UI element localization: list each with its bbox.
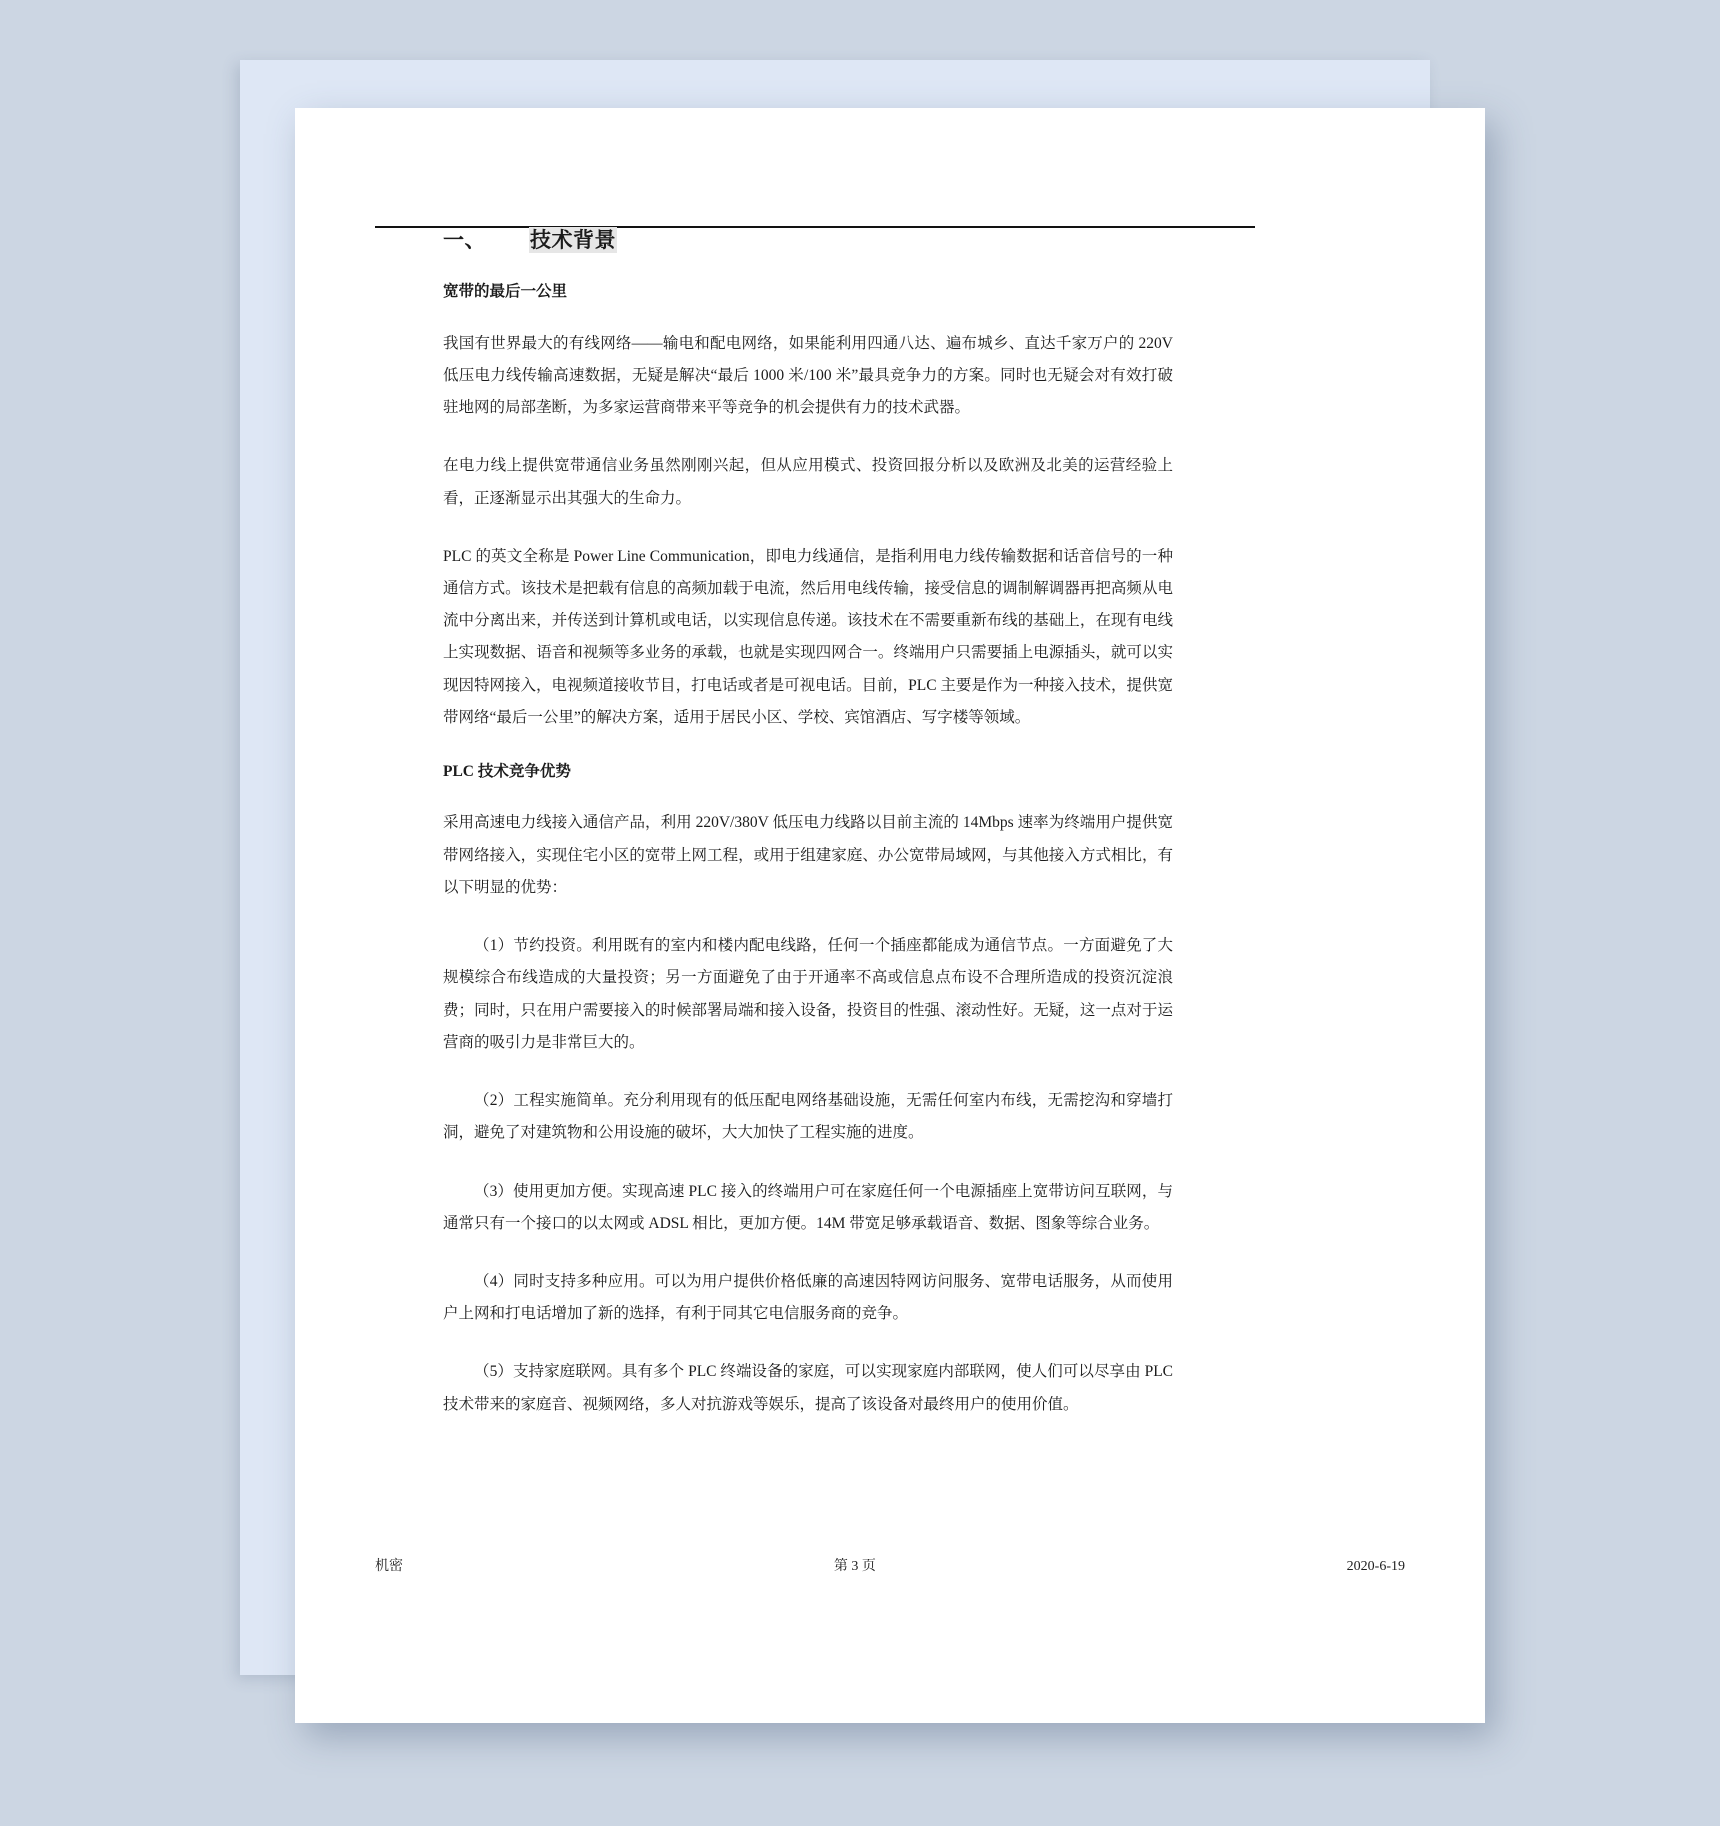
document-page[interactable]	[295, 108, 1485, 1723]
footer-date: 2020-6-19	[1346, 1559, 1405, 1574]
paragraph-4: 采用高速电力线接入通信产品，利用 220V/380V 低压电力线路以目前主流的 14Mbps 速率为终端用户提供宽带网络接入，实现住宅小区的宽带上网工程，或用于组建家庭、办公宽带局域网，与其他接入方式相比，有以下明显的优势：	[443, 814, 1173, 896]
advantage-item-3: （3）使用更加方便。实现高速 PLC 接入的终端用户可在家庭任何一个电源插座上宽带访问互联网，与通常只有一个接口的以太网或 ADSL 相比，更加方便。14M 带宽足够承载语音、数据、图象等综合业务。	[443, 1182, 1173, 1232]
document-body	[443, 226, 1173, 1447]
footer-page-number: 第 3 页	[833, 1559, 876, 1574]
page-title	[443, 226, 1173, 254]
subheading-broadband-last-mile: 宽带的最后一公里	[443, 283, 568, 301]
advantage-item-1: （1）节约投资。利用既有的室内和楼内配电线路，任何一个插座都能成为通信节点。一方面避免了大规模综合布线造成的大量投资；另一方面避免了由于开通率不高或信息点布设不合理所造成的投资沉淀浪费；同时，只在用户需要接入的时候部署局端和接入设备，投资目的性强、滚动性好。无疑，这一点对于运营商的吸引力是非常巨大的。	[443, 937, 1173, 1051]
paragraph-1: 我国有世界最大的有线网络——输电和配电网络，如果能利用四通八达、遍布城乡、直达千家万户的 220V 低压电力线传输高速数据，无疑是解决“最后 1000 米/100 米”最具竞争力的方案。同时也无疑会对有效打破驻地网的局部垄断，为多家运营商带来平等竞争的机会提供有力的技术武器。	[443, 334, 1173, 417]
advantage-item-2: （2）工程实施简单。充分利用现有的低压配电网络基础设施，无需任何室内布线，无需挖沟和穿墙打洞，避免了对建筑物和公用设施的破坏，大大加快了工程实施的进度。	[443, 1092, 1173, 1142]
paragraph-2: 在电力线上提供宽带通信业务虽然刚刚兴起，但从应用模式、投资回报分析以及欧洲及北美的运营经验上看，正逐渐显示出其强大的生命力。	[443, 457, 1173, 507]
page-footer	[375, 1555, 1405, 1575]
subheading-plc-advantages: PLC 技术竞争优势	[443, 763, 571, 781]
advantage-item-5: （5）支持家庭联网。具有多个 PLC 终端设备的家庭，可以实现家庭内部联网，使人们可以尽享由 PLC 技术带来的家庭音、视频网络，多人对抗游戏等娱乐，提高了该设备对最终用户的使用价值。	[443, 1363, 1173, 1413]
advantage-item-4: （4）同时支持多种应用。可以为用户提供价格低廉的高速因特网访问服务、宽带电话服务，从而使用户上网和打电话增加了新的选择，有利于同其它电信服务商的竞争。	[443, 1273, 1173, 1323]
paragraph-3: PLC 的英文全称是 Power Line Communication，即电力线通信，是指利用电力线传输数据和话音信号的一种通信方式。该技术是把载有信息的高频加载于电流，然后用电线传输，接受信息的调制解调器再把高频从电流中分离出来，并传送到计算机或电话，以实现信息传递。该技术在不需要重新布线的基础上，在现有电线上实现数据、语音和视频等多业务的承载，也就是实现四网合一。终端用户只需要插上电源插头，就可以实现因特网接入，电视频道接收节目，打电话或者是可视电话。目前，PLC 主要是作为一种接入技术，提供宽带网络“最后一公里”的解决方案，适用于居民小区、学校、宾馆酒店、写字楼等领域。	[443, 547, 1173, 726]
footer-confidentiality-label: 机密	[375, 1559, 403, 1574]
section-number: 一、	[443, 228, 486, 252]
section-title-text: 技术背景	[530, 228, 616, 252]
